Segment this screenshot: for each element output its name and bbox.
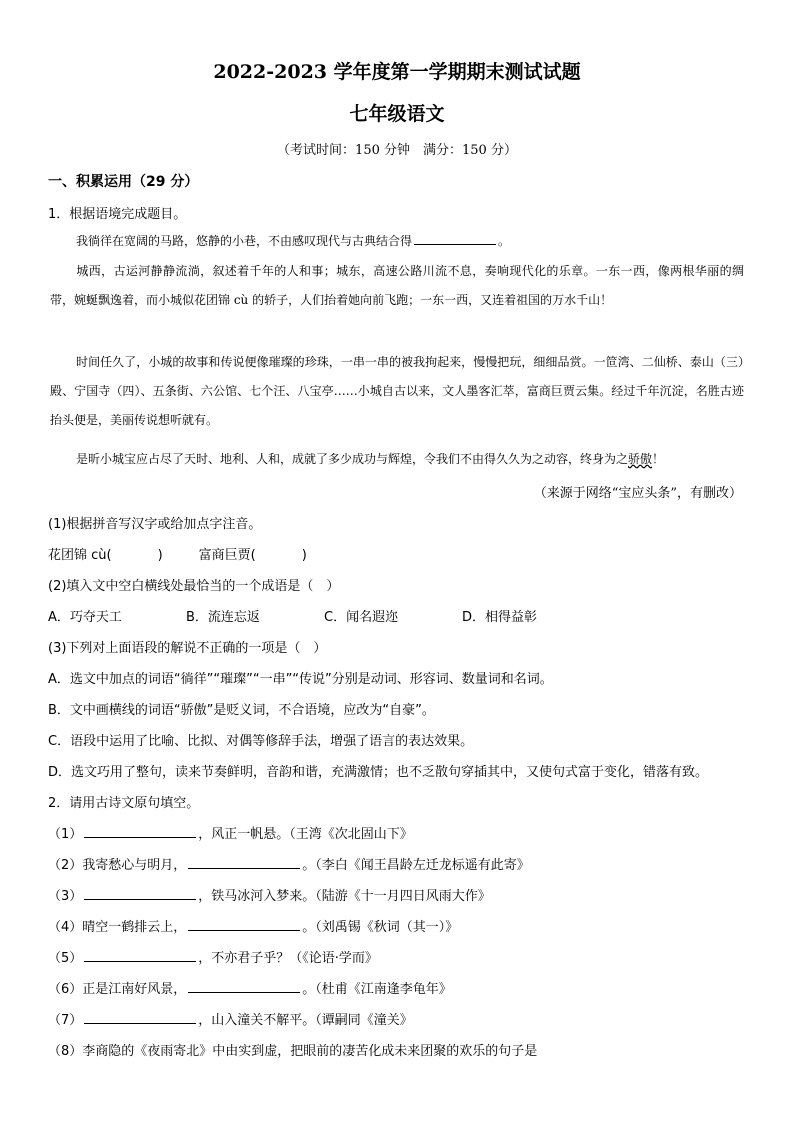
answer-blank[interactable] <box>188 856 300 869</box>
item-number: （5） <box>48 951 83 966</box>
passage-paragraph-4 <box>50 445 744 474</box>
passage-paragraph-3 <box>50 348 744 435</box>
passage-p1-text: 我徜徉在宽阔的马路，悠静的小巷，不由感叹现代与古典结合得 <box>76 234 413 248</box>
exam-title: 2022-2023 学年度第一学期期末测试试题 <box>213 61 581 83</box>
question-2-stem: 2．请用古诗文原句填空。 <box>48 796 200 811</box>
item-number: （6） <box>48 982 83 997</box>
option-b[interactable]: B．流连忘返 <box>186 610 260 625</box>
item-before: 我寄愁心与明月， <box>82 858 187 873</box>
poem-item-5 <box>48 947 378 966</box>
item-after: ，风正一帆悬。（王湾《次北固山下》 <box>198 827 413 842</box>
item-after: ，铁马冰河入梦来。（陆游《十一月四日风雨大作》 <box>198 889 491 904</box>
item-after: ，不亦君子乎？（《论语·学而》 <box>198 951 378 966</box>
passage-p3-text: 时间任久了，小城的故事和传说便像璀璨的珍珠，一串一串的被我拘起来，慢慢把玩，细细品赏。一笸湾、二仙桥、泰山（三）殿、宁国寺（四）、五条街、六公馆、七个汪、八宝亭……小城自古以来，文人墨客汇萃，富商巨贾云集。经过千年沉淀，名胜古迹抬头便是，美丽传说想听就有。 <box>50 355 744 427</box>
item-cu: 花团锦 cù( <box>48 548 112 563</box>
sub-question-3-option-a[interactable]: A．选文中加点的词语“徜徉”“璀璨”“一串”“传说”分别是动词、形容词、数量词和名词。 <box>48 672 553 687</box>
answer-blank[interactable] <box>84 887 196 900</box>
item-gu: 富商巨贾( <box>198 548 256 563</box>
answer-blank[interactable] <box>188 980 300 993</box>
poem-item-6 <box>48 978 452 997</box>
answer-blank[interactable] <box>84 825 196 838</box>
passage-paragraph-1 <box>50 227 744 256</box>
item-after: ，山入潼关不解平。（谭嗣同《潼关》 <box>198 1013 413 1028</box>
answer-blank[interactable] <box>84 1011 196 1024</box>
option-a[interactable]: A．巧夺天工 <box>48 610 122 625</box>
underlined-word: 骄傲 <box>628 452 653 466</box>
sub-question-2-options <box>48 606 600 625</box>
item-number: （2） <box>48 858 83 873</box>
passage-paragraph-2 <box>50 257 744 315</box>
question-1-stem: 1．根据语境完成题目。 <box>48 207 187 222</box>
item-number: （3） <box>48 889 83 904</box>
answer-blank[interactable] <box>84 949 196 962</box>
passage-source: （来源于网络“宝应头条”，有删改） <box>533 486 742 501</box>
item-after: 。（杜甫《江南逢李龟年》 <box>302 982 452 997</box>
answer-blank[interactable] <box>188 918 300 931</box>
poem-item-2 <box>48 854 530 873</box>
poem-item-8: （8）李商隐的《夜雨寄北》中由实到虚，把眼前的凄苦化成未来团聚的欢乐的句子是 <box>48 1044 538 1059</box>
sub-question-1-items <box>48 544 307 563</box>
passage-p4-end: ！ <box>652 452 665 466</box>
passage-p2-text: 城西，古运河静静流淌，叙述着千年的人和事；城东，高速公路川流不息，奏响现代化的乐章。一东一西，像两根华丽的绸带，婉蜒飘逸着，而小城似花团锦 cù 的轿子，人们抬着她向前飞跑；一东一西，又连着祖国的万水千山！ <box>50 264 744 307</box>
passage-p4-text: 是昕小城宝应占尽了天时、地利、人和，成就了多少成功与辉煌，令我们不由得久久为之动容，终身为之 <box>76 452 629 466</box>
sub-question-3-option-b[interactable]: B．文中画横线的词语“骄傲”是贬义词，不合语境，应改为“自豪”。 <box>48 703 435 718</box>
sub-question-3: (3)下列对上面语段的解说不正确的一项是（ ） <box>48 641 327 656</box>
item-number: （1） <box>48 827 83 842</box>
sub-question-3-option-c[interactable]: C．语段中运用了比喻、比拟、对偶等修辞手法，增强了语言的表达效果。 <box>48 734 474 749</box>
exam-subtitle: 七年级语文 <box>349 103 445 125</box>
answer-blank[interactable] <box>414 232 496 245</box>
close-paren: ) <box>301 548 307 563</box>
sub-question-3-option-d[interactable]: D．选文巧用了整句，读来节奏鲜明，音韵和谐，充满激情；也不乏散句穿插其中，又使句式富于变化，错落有致。 <box>48 765 709 780</box>
option-c[interactable]: C．闻名遐迩 <box>324 610 399 625</box>
poem-item-1 <box>48 823 413 842</box>
passage-p1-end: 。 <box>498 234 511 248</box>
option-d[interactable]: D．相得益彰 <box>462 610 538 625</box>
item-after: 。（刘禹锡《秋词（其一）》 <box>302 920 459 935</box>
poem-item-7 <box>48 1009 413 1028</box>
item-number: （7） <box>48 1013 83 1028</box>
section-heading: 一、积累运用（29 分） <box>48 174 199 190</box>
poem-item-4 <box>48 916 458 935</box>
close-paren: ) <box>157 548 163 563</box>
item-before: 正是江南好风景， <box>82 982 187 997</box>
sub-question-2: (2)填入文中空白横线处最恰当的一个成语是（ ） <box>48 579 340 594</box>
item-after: 。（李白《闻王昌龄左迁龙标遥有此寄》 <box>302 858 530 873</box>
item-number: （4） <box>48 920 83 935</box>
poem-item-3 <box>48 885 491 904</box>
sub-question-1: (1)根据拼音写汉字或给加点字注音。 <box>48 517 262 532</box>
exam-info: （考试时间：150 分钟 满分：150 分） <box>277 143 517 158</box>
item-before: 晴空一鹤排云上， <box>82 920 187 935</box>
